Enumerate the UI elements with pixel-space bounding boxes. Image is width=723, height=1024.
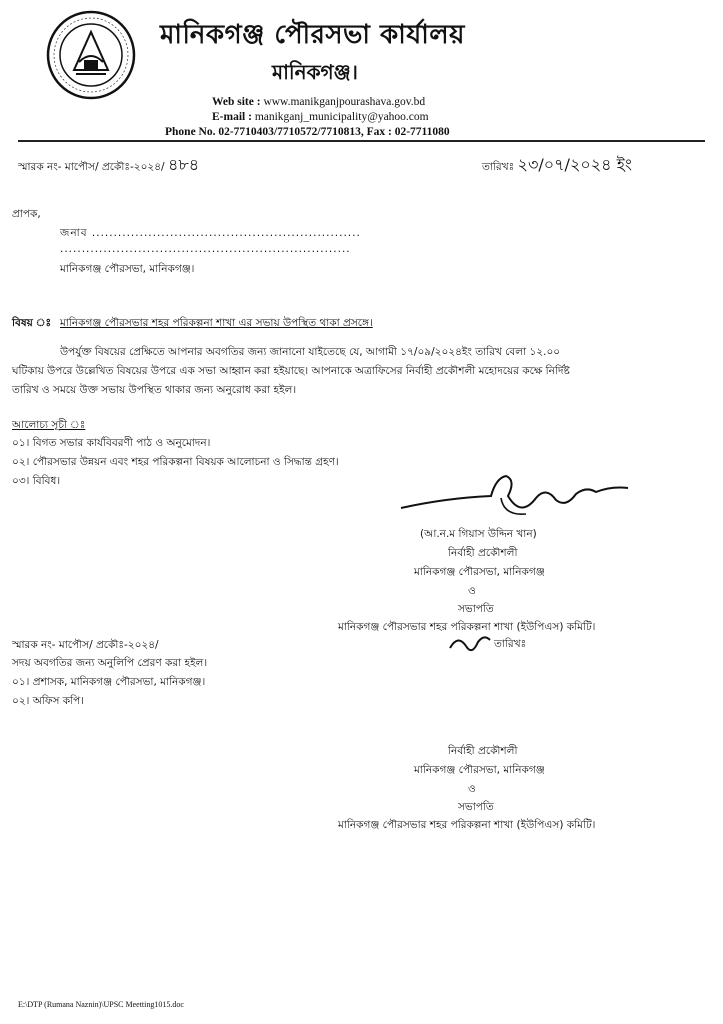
recipient-line-3: মানিকগঞ্জ পৌরসভা, মানিকগঞ্জ।: [60, 263, 195, 275]
website-label: Web site :: [212, 96, 261, 108]
signatory-1-office: মানিকগঞ্জ পৌরসভা, মানিকগঞ্জ: [414, 566, 545, 578]
signatory-2-role: সভাপতি: [458, 801, 494, 813]
signatory-2-committee: মানিকগঞ্জ পৌরসভার শহর পরিকল্পনা শাখা (ইউপিএস) কমিটি।: [338, 819, 596, 831]
agenda-title: আলোচ্য সূচী ঃ: [12, 419, 86, 431]
office-subtitle: মানিকগঞ্জ।: [272, 60, 358, 84]
memo-ref-label: স্মারক নং- মাপৌস/ প্রকৌঃ-২০২৪/: [18, 161, 165, 173]
agenda-item: ০২। পৌরসভার উন্নয়ন এবং শহর পরিকল্পনা বিষয়ক আলোচনা ও সিদ্ধান্ত গ্রহণ।: [12, 456, 339, 468]
signatory-1-and: ও: [468, 585, 476, 597]
website-url[interactable]: www.manikganjpourashava.gov.bd: [263, 96, 426, 108]
memo-ref: [18, 152, 199, 179]
copy-item: ০১। প্রশাসক, মানিকগঞ্জ পৌরসভা, মানিকগঞ্জ।: [12, 676, 206, 688]
memo-date-label: তারিখঃ: [482, 161, 515, 173]
memo-ref-number: ৪৮৪: [167, 155, 200, 174]
signatory-1-designation: নির্বাহী প্রকৌশলী: [448, 547, 518, 559]
copy-ref: স্মারক নং- মাপৌস/ প্রকৌঃ-২০২৪/: [12, 639, 159, 651]
signatory-2-office: মানিকগঞ্জ পৌরসভা, মানিকগঞ্জ: [414, 764, 545, 776]
email-label: E-mail :: [212, 111, 252, 123]
body-line-1: উপর্যুক্ত বিষয়ের প্রেক্ষিতে আপনার অবগতির জন্য জানানো যাইতেছে যে, আগামী ১৭/০৯/২০২৪ইং তারিখ বেলা ১২.০০: [60, 346, 561, 358]
footer-file-path: E:\DTP (Rumana Naznin)\UPSC Meetting1015.doc: [18, 1000, 184, 1009]
recipient-line-2: ...................................................................: [60, 243, 351, 255]
phone-label: Phone No. 02-7710403/7710572/7710813, Fax :: [165, 126, 392, 138]
memo-date: [482, 152, 632, 179]
phone-line: [165, 126, 450, 138]
recipient-label: প্রাপক,: [12, 208, 41, 220]
header-divider: [18, 140, 705, 142]
subject-text: মানিকগঞ্জ পৌরসভার শহর পরিকল্পনা শাখা এর সভায় উপস্থিত থাকা প্রসঙ্গে।: [60, 317, 373, 329]
signatory-1-name: (আ.ন.ম গিয়াস উদ্দিন খান): [420, 528, 537, 540]
handwritten-signature: [396, 468, 636, 528]
website-line: [212, 96, 425, 108]
recipient-line-1: জনাব ..............................................................: [60, 227, 361, 239]
agenda-item: ০১। বিগত সভার কার্যবিবরণী পাঠ ও অনুমোদন।: [12, 437, 211, 449]
agenda-item: ০৩। বিবিধ।: [12, 475, 61, 487]
copy-intro: সদয় অবগতির জন্য অনুলিপি প্রেরণ করা হইল।: [12, 657, 208, 669]
email-address[interactable]: manikganj_municipality@yahoo.com: [254, 111, 429, 123]
body-line-3: তারিখ ও সময়ে উক্ত সভায় উপস্থিত থাকার জন্য অনুরোধ করা হইল।: [12, 384, 297, 396]
office-title: মানিকগঞ্জ পৌরসভা কার্যালয়: [160, 20, 465, 50]
signatory-1-committee: মানিকগঞ্জ পৌরসভার শহর পরিকল্পনা শাখা (ইউপিএস) কমিটি।: [338, 621, 596, 633]
subject-label: বিষয় ঃ: [12, 317, 52, 329]
body-line-2: ঘটিকায় উপরে উল্লেখিত বিষয়ের উপরে এক সভা আহ্বান করা হইয়াছে। আপনাকে অত্রাফিসের নির্বাহী প্রকৌশলী মহোদয়ের কক্ষে নির্দিষ্ট: [12, 365, 570, 377]
signatory-2-and: ও: [468, 783, 476, 795]
memo-date-value: ২৩/০৭/২০২৪ ইং: [517, 155, 632, 174]
municipality-seal-logo: [46, 10, 136, 100]
copy-item: ০২। অফিস কপি।: [12, 695, 85, 707]
email-line: [212, 111, 429, 123]
signatory-1-date-label: তারিখঃ: [494, 638, 527, 650]
fax-number: 02-7711080: [394, 126, 450, 138]
initial-signature: [446, 630, 494, 658]
signatory-2-designation: নির্বাহী প্রকৌশলী: [448, 745, 518, 757]
signatory-1-role: সভাপতি: [458, 603, 494, 615]
